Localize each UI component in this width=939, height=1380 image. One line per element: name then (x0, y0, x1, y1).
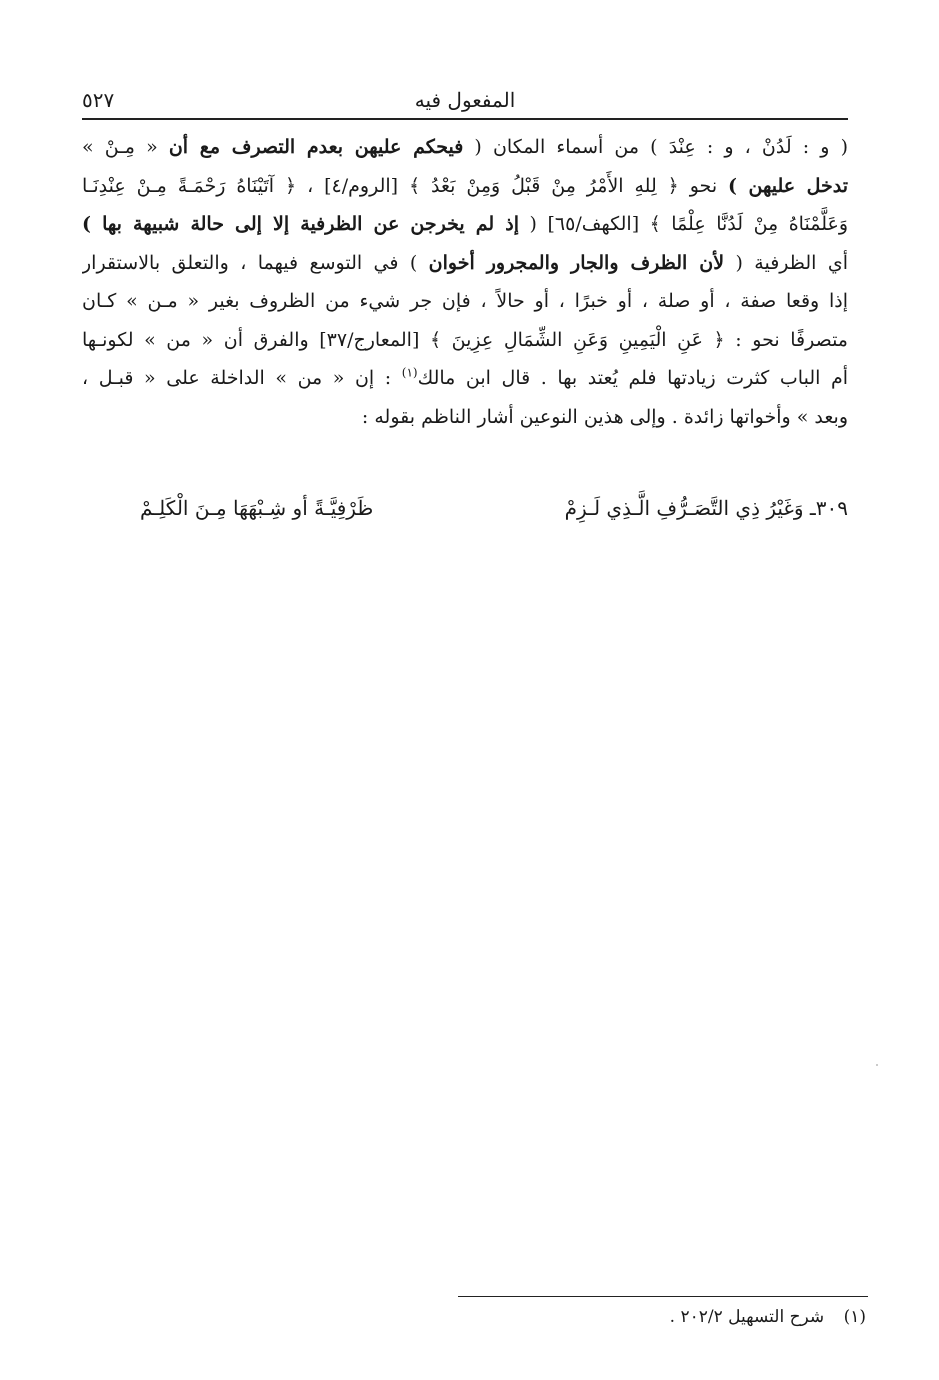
verse-line (140, 496, 848, 536)
text-segment: ) في التوسع فيهما ، والتعلق بالاستقرار (82, 251, 429, 274)
verse-first-hemistich-text: وَغَيْرُ ذِي التَّصَـرُّفِ الَّـذِي لَـزِمْ (564, 496, 804, 520)
text-line (82, 282, 848, 321)
header-divider (82, 118, 848, 120)
text-segment: وَعَلَّمْنَاهُ مِنْ لَدُنَّا عِلْمًا ﴾ [الكهف/٦٥] ( (519, 213, 848, 235)
text-segment: ( و : لَدُنْ ، و : عِنْدَ ) من أسماء المكان ( (463, 136, 848, 158)
text-line (82, 205, 848, 244)
text-segment: نحو ﴿ لِلهِ الأَمْرُ مِنْ قَبْلُ وَمِنْ بَعْدُ ﴾ [الروم/٤] ، ﴿ آتَيْنَاهُ رَحْمَـةً مِـنْ عِنْدِنَـا (82, 174, 729, 197)
bold-text-segment: تدخل عليهن ) (728, 174, 848, 197)
text-segment: : إن « من » الداخلة على « قبـل ، (82, 367, 402, 389)
verse-first-hemistich (565, 496, 848, 520)
text-line (82, 167, 848, 206)
text-line (82, 398, 848, 437)
bold-text-segment: فيحكم عليهن بعدم التصرف مع أن (168, 136, 464, 158)
verse-number: ٣٠٩ـ (809, 496, 848, 520)
text-line (82, 321, 848, 360)
footnote-text: شرح التسهيل ٢٠٢/٢ . (669, 1307, 825, 1327)
bold-text-segment: إذ لم يخرجن عن الظرفية إلا إلى حالة شبيهة بها ) (82, 213, 520, 235)
page-number: ٥٢٧ (82, 88, 115, 112)
bold-text-segment: لأن الظرف والجار والمجرور أخوان (428, 251, 725, 274)
footnote-reference: (١) (401, 365, 418, 380)
text-segment: أم الباب كثرت زيادتها فلم يُعتد بها . قال ابن مالك (417, 367, 848, 389)
body-text (82, 128, 848, 436)
text-segment: إذا وقعا صفة ، أو صلة ، أو خبرًا ، أو حالاً ، فإن جر شيء من الظروف بغير « مـن » كـان (82, 290, 848, 312)
footnote-number: (١) (843, 1307, 866, 1327)
text-line (82, 244, 848, 283)
text-segment: « مِـنْ » (82, 136, 169, 158)
scan-speck (876, 1064, 878, 1066)
text-segment: متصرفًا نحو : ﴿ عَنِ الْيَمِينِ وَعَنِ الشِّمَالِ عِزِينَ ﴾ [المعارج/٣٧] والفرق أن « من » لكونـها (82, 328, 848, 351)
running-header (82, 86, 848, 120)
footnote (300, 1302, 866, 1332)
text-line (82, 128, 848, 167)
text-segment: أي الظرفية ( (724, 251, 848, 274)
chapter-title: المفعول فيه (414, 88, 516, 112)
footnote-divider (458, 1296, 868, 1297)
text-segment: وبعد » وأخواتها زائدة . وإلى هذين النوعين أشار الناظم بقوله : (361, 405, 848, 428)
verse-second-hemistich: ظَرْفِيَّـةً أو شِـبْهَهَا مِـنَ الْكَلِـمْ (140, 496, 374, 520)
text-line (82, 359, 848, 398)
